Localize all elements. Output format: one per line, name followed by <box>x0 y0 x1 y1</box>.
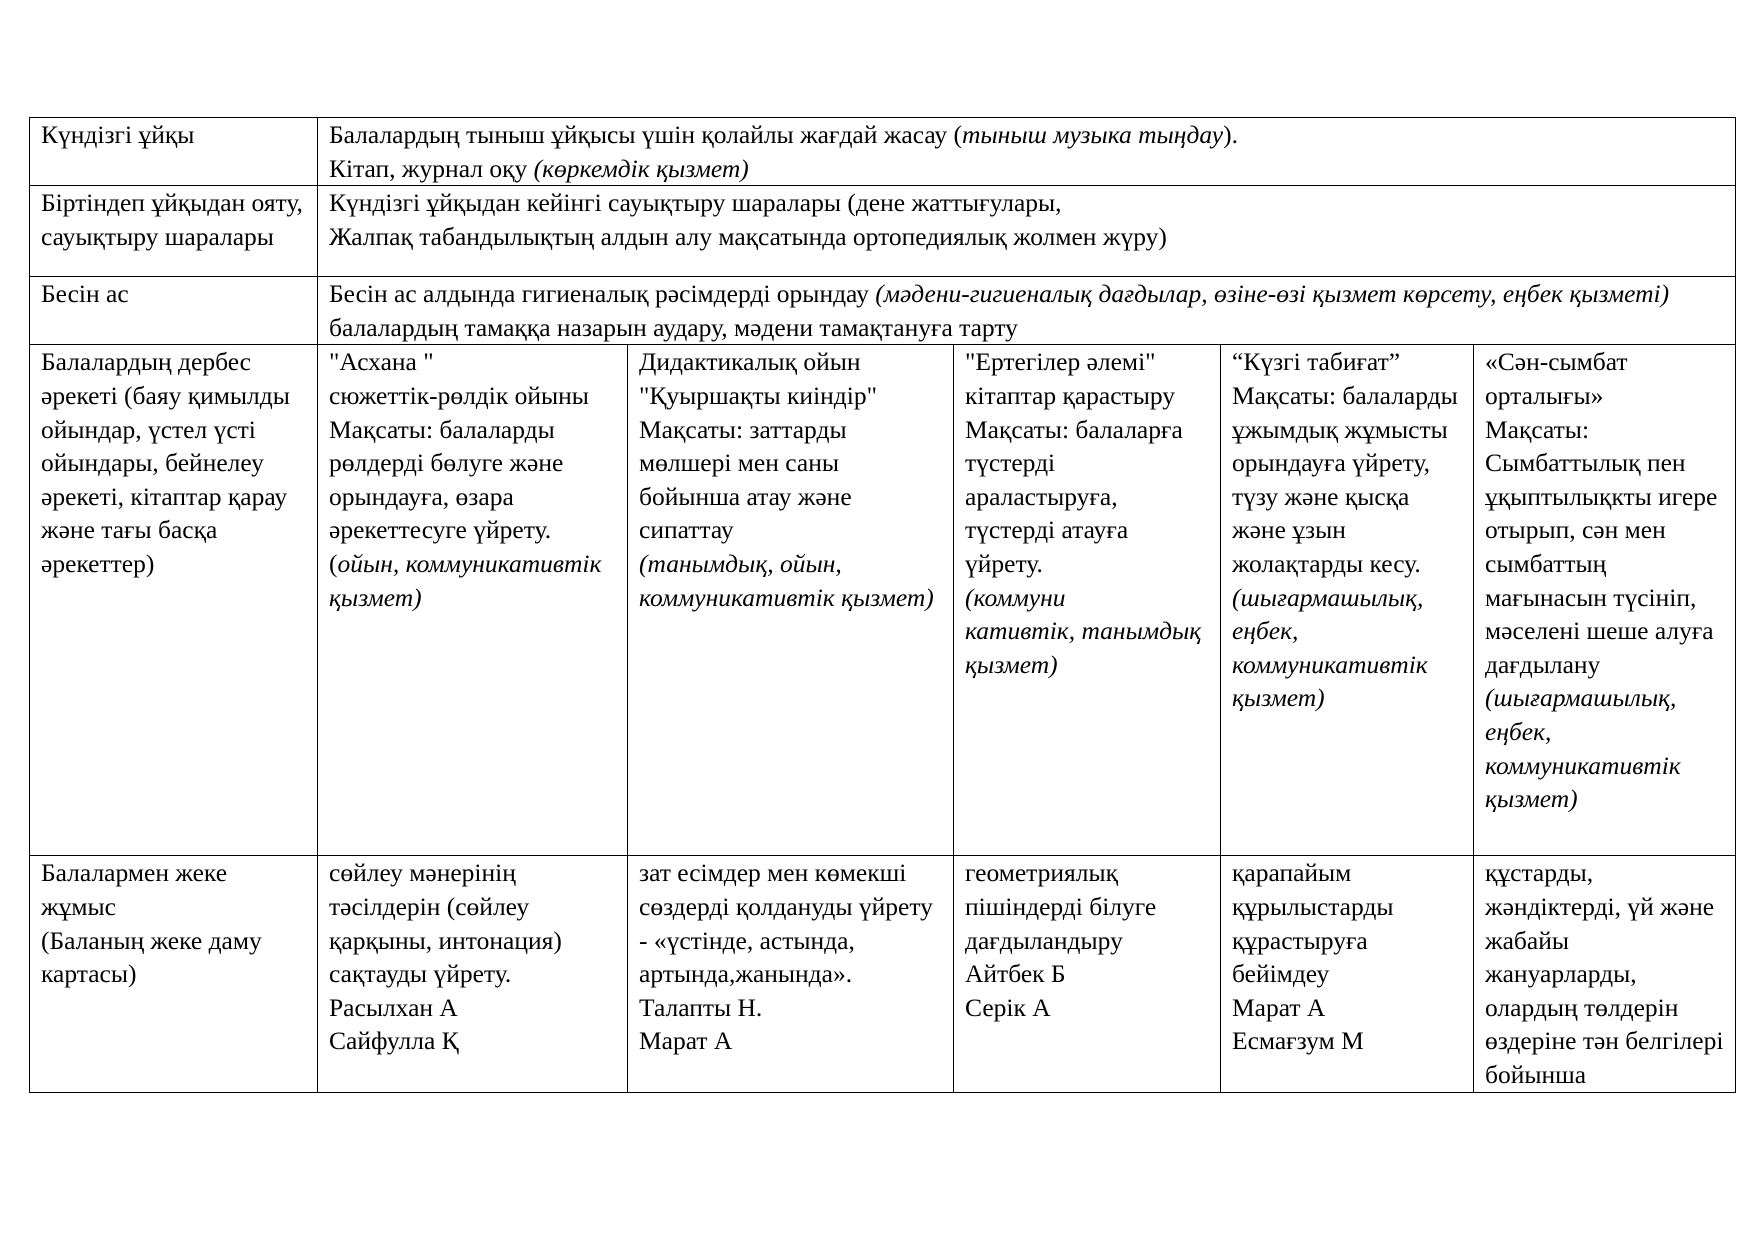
afternoon-snack-cell <box>318 277 1736 345</box>
table-row <box>30 345 1736 856</box>
row-label-individual-work: Балалармен жеке жұмыс (Баланың жеке даму картасы) <box>30 856 318 1092</box>
nap-reading-text: Кітап, журнал оқу <box>329 153 534 183</box>
row-label-afternoon-snack: Бесін ас <box>30 277 318 345</box>
table-row <box>30 277 1736 345</box>
wakeup-activity-cell: Күндізгі ұйқыдан кейінгі сауықтыру шаралары (дене жаттығулары, Жалпақ табандылықтың алдын алу мақсатында ортопедиялық жолмен жүру) <box>318 186 1736 277</box>
row-label-wakeup: Біртіндеп ұйқыдан ояту, сауықтыру шаралары <box>30 186 318 277</box>
nap-activity-cell <box>318 118 1736 186</box>
nap-reading-note: (көркемдік қызмет) <box>533 153 749 183</box>
activity-autumn-nature: “Күзгі табиғат” Мақсаты: балаларды ұжымдық жұмысты орындауға үйрету, түзу және қысқа және ұзын жолақтарды кесу. (шығармашылық, еңбек, коммуникативтік қызмет) <box>1221 345 1474 856</box>
individual-work-shapes: геометриялық пішіндерді білуге дағдыландыру Айтбек Б Серік А <box>954 856 1221 1092</box>
individual-work-animals: құстарды, жәндіктерді, үй және жабайы жануарларды, олардың төлдерін өздеріне тән белгілері бойынша <box>1474 856 1736 1092</box>
individual-work-construction: қарапайым құрылыстарды құрастыруға бейімдеу Марат А Есмағзум М <box>1221 856 1474 1092</box>
row-label-independent-activity: Балалардың дербес әрекеті (баяу қимылды ойындар, үстел үсті ойындары, бейнелеу әрекеті, кітаптар қарау және тағы басқа әрекеттер) <box>30 345 318 856</box>
table-row <box>30 118 1736 186</box>
row-label-nap: Күндізгі ұйқы <box>30 118 318 186</box>
snack-skills-note: (мәдени-гигиеналық дағдылар, өзіне-өзі қызмет көрсету, еңбек қызметі) <box>875 279 1670 309</box>
table-row <box>30 186 1736 277</box>
nap-music-note: тыныш музыка тыңдау <box>961 120 1224 149</box>
snack-text-end: балалардың тамаққа назарын аудару, мәдени тамақтануға тарту <box>329 312 1018 342</box>
snack-text: Бесін ас алдында гигиеналық рәсімдерді орындау <box>329 279 876 309</box>
activity-canteen-game: "Асхана " сюжеттік-рөлдік ойыны Мақсаты: балаларды рөлдерді бөлуге және орындауға, өзара әрекеттесуге үйрету. (ойын, коммуникативтік қызмет) <box>318 345 628 856</box>
activity-style-center: «Сән-сымбат орталығы» Мақсаты: Сымбаттылық пен ұқыптылықкты игере отырып, сән мен сымбаттың мағынасын түсініп, мәселені шеше алуға дағдылану (шығармашылық, еңбек, коммуникативтік қызмет) <box>1474 345 1736 856</box>
nap-text-end: ). <box>1223 120 1238 149</box>
nap-text: Балалардың тыныш ұйқысы үшін қолайлы жағдай жасау ( <box>329 120 962 149</box>
daily-plan-table <box>29 117 1736 1093</box>
individual-work-speech: сөйлеу мәнерінің тәсілдерін (сөйлеу қарқыны, интонация) сақтауды үйрету. Расылхан А Сайфулла Қ <box>318 856 628 1092</box>
activity-dress-doll-game: Дидактикалық ойын "Қуыршақты киіндір" Мақсаты: заттарды мөлшері мен саны бойынша атау және сипаттау (танымдық, ойын, коммуникативтік қызмет) <box>628 345 954 856</box>
table-row <box>30 856 1736 1092</box>
activity-fairy-tale-books: "Ертегілер әлемі" кітаптар қарастыру Мақсаты: балаларға түстерді араластыруға, түстерді атауға үйрету. (коммуни кативтік, танымдық қызмет) <box>954 345 1221 856</box>
individual-work-nouns: зат есімдер мен көмекші сөздерді қолдануды үйрету - «үстінде, астында, артында,жанында». Талапты Н. Марат А <box>628 856 954 1092</box>
